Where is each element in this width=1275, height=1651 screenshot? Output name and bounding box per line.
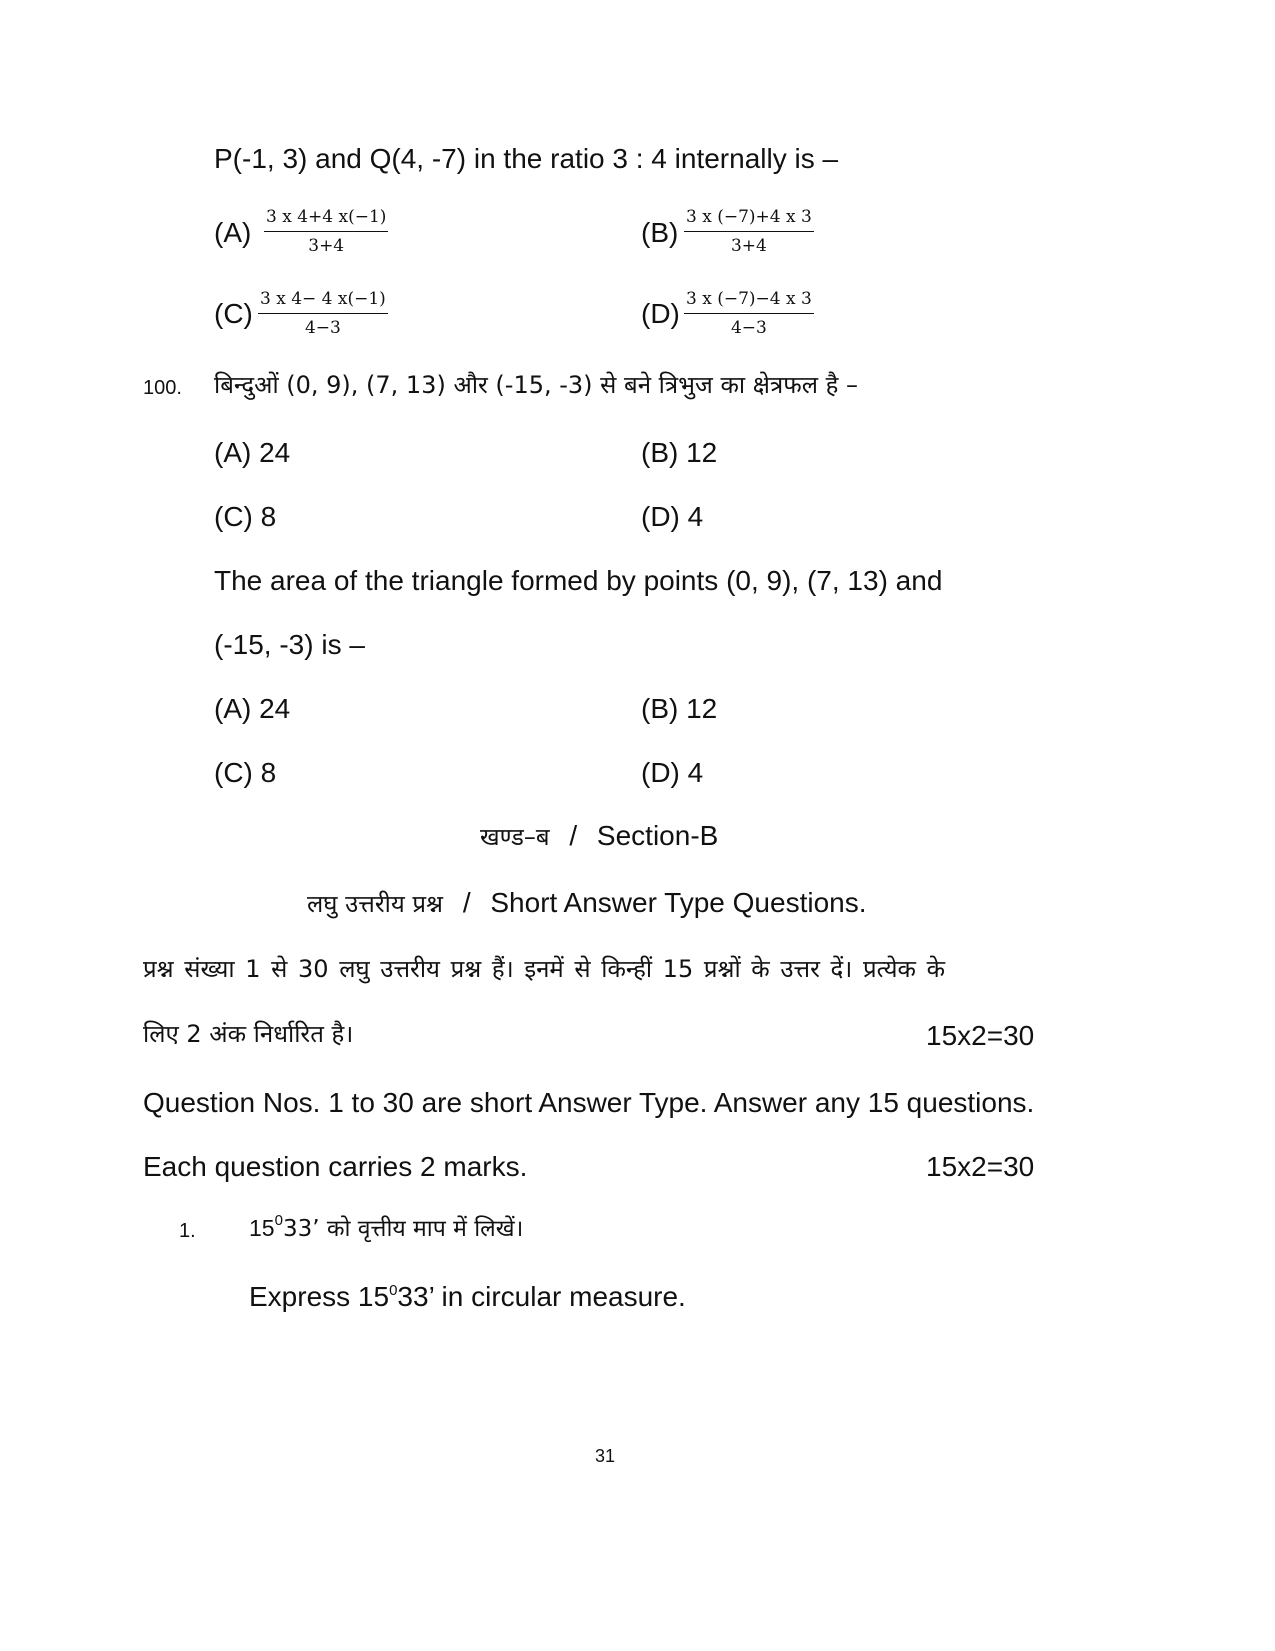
instructions-hindi-line2: लिए 2 अंक निर्धारित है।: [143, 1020, 354, 1048]
q1-number: 1.: [179, 1220, 196, 1242]
fraction-denominator: 4−3: [304, 318, 341, 338]
q100-hindi-option-d: (D) 4: [641, 501, 704, 532]
instructions-hindi-line1: प्रश्न संख्या 1 से 30 लघु उत्तरीय प्रश्न हैं। इनमें से किन्हीं 15 प्रश्नों के उत्तर दें। प्रत्येक के: [143, 955, 946, 983]
subheading-english: Short Answer Type Questions.: [490, 887, 867, 918]
instructions-hindi-marks: 15x2=30: [926, 1020, 1035, 1051]
q1-hindi-degree-mark: 0: [274, 1212, 283, 1229]
q1-hindi-degree-value: 15: [249, 1215, 275, 1241]
q99-option-a-label: (A): [214, 217, 252, 248]
fraction-numerator: 3 x (−7)+4 x 3: [684, 209, 814, 232]
instructions-english-marks: 15x2=30: [926, 1151, 1035, 1182]
q1-english-prefix: Express 15: [249, 1281, 390, 1312]
q100-hindi-option-a: (A) 24: [214, 437, 291, 468]
fraction-denominator: 3+4: [730, 236, 767, 256]
q100-english-stem-line1: The area of the triangle formed by points (0, 9), (7, 13) and: [214, 565, 943, 596]
q99-option-c-label: (C): [214, 298, 253, 329]
q99-option-b-label: (B): [641, 217, 679, 248]
q99-option-d-fraction: [684, 291, 814, 337]
q1-hindi-rest: 33’ को वृत्तीय माप में लिखें।: [282, 1216, 524, 1242]
fraction-numerator: 3 x 4+4 x(−1): [264, 209, 388, 232]
q1-english-degree-mark: 0: [389, 1282, 398, 1299]
subheading: [307, 889, 867, 917]
section-heading: [480, 822, 718, 850]
q100-english-option-a: (A) 24: [214, 693, 291, 724]
section-heading-separator: /: [569, 820, 578, 851]
q99-option-a-fraction: [264, 209, 388, 255]
q1-english-rest: 33’ in circular measure.: [397, 1281, 686, 1312]
page-number: 31: [594, 1446, 616, 1466]
q100-english-stem-line2: (-15, -3) is –: [214, 629, 365, 660]
q99-stem-end: P(-1, 3) and Q(4, -7) in the ratio 3 : 4 internally is –: [214, 143, 839, 174]
fraction-numerator: 3 x (−7)−4 x 3: [684, 291, 814, 314]
q100-english-option-d: (D) 4: [641, 757, 704, 788]
q100-number: 100.: [143, 377, 182, 399]
fraction-denominator: 4−3: [730, 318, 767, 338]
instructions-english-line2: Each question carries 2 marks.: [143, 1151, 528, 1182]
subheading-hindi: लघु उत्तरीय प्रश्न: [307, 890, 444, 918]
q99-option-c-fraction: [258, 291, 388, 337]
section-heading-english: Section-B: [596, 820, 719, 851]
subheading-separator: /: [462, 887, 471, 918]
q100-english-option-b: (B) 12: [641, 693, 718, 724]
section-heading-hindi: खण्ड–ब: [480, 823, 550, 851]
q99-option-d-label: (D): [641, 298, 680, 329]
q99-option-b-fraction: [684, 209, 814, 255]
fraction-numerator: 3 x 4− 4 x(−1): [258, 291, 388, 314]
q100-hindi-stem: बिन्दुओं (0, 9), (7, 13) और (-15, -3) से बने त्रिभुज का क्षेत्रफल है –: [214, 371, 858, 399]
q1-hindi: [249, 1212, 524, 1242]
q1-english: [249, 1283, 686, 1311]
q100-english-option-c: (C) 8: [214, 757, 277, 788]
fraction-denominator: 3+4: [308, 236, 345, 256]
instructions-english-line1: Question Nos. 1 to 30 are short Answer Type. Answer any 15 questions.: [143, 1087, 1035, 1118]
q100-hindi-option-b: (B) 12: [641, 437, 718, 468]
q100-hindi-option-c: (C) 8: [214, 501, 277, 532]
